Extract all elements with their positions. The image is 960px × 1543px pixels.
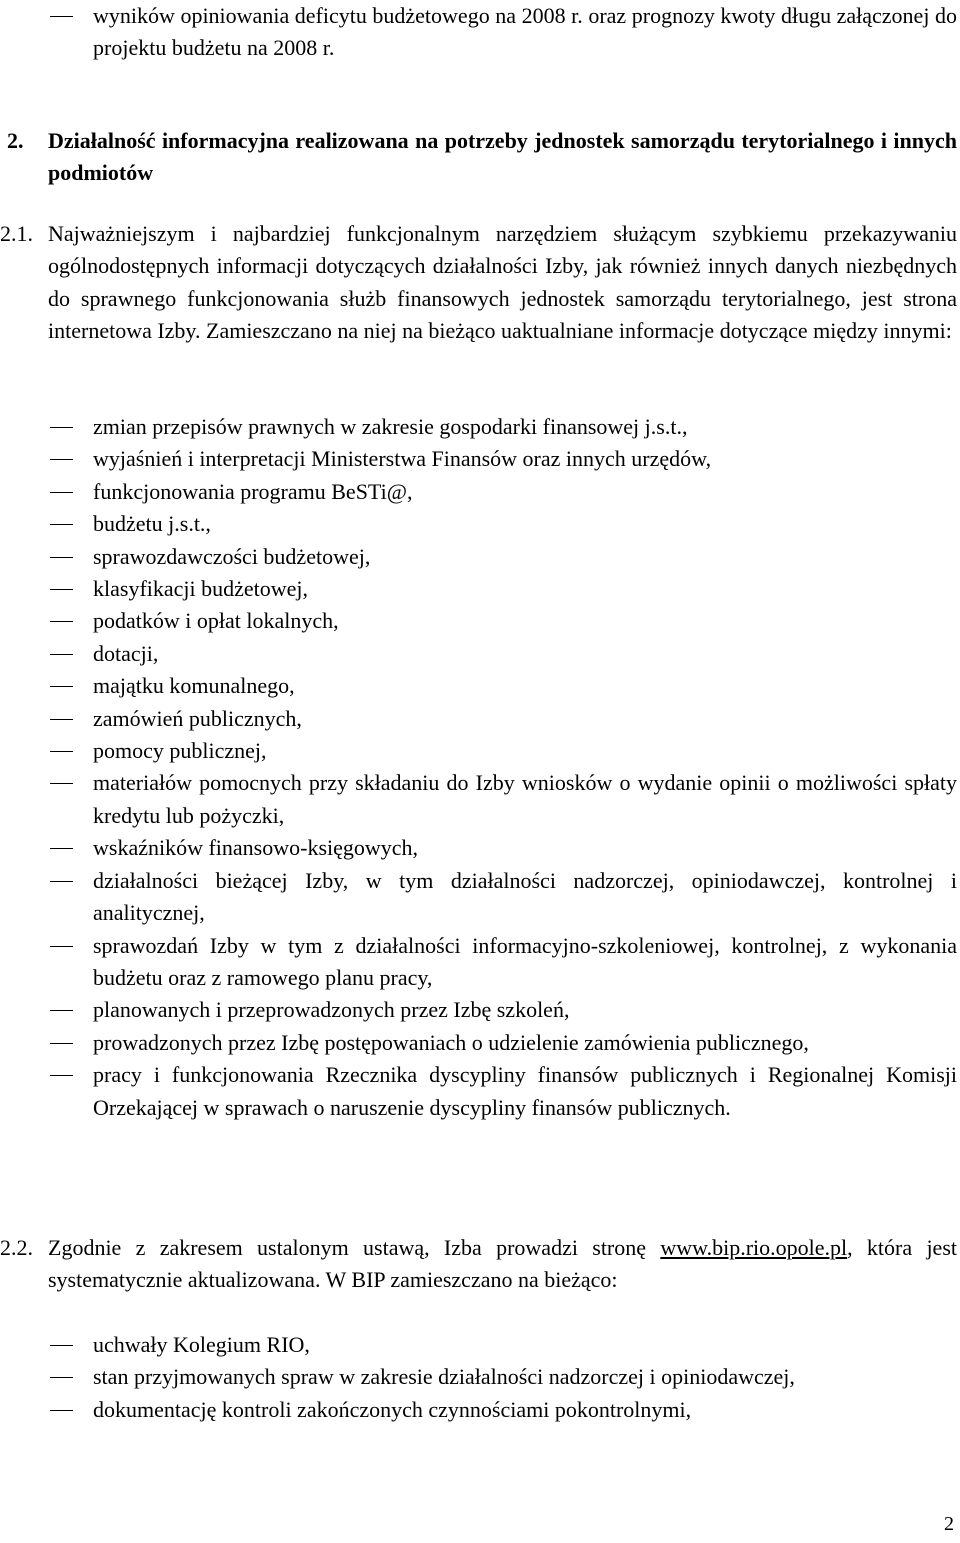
- list-item: planowanych i przeprowadzonych przez Izbę szkoleń,: [0, 994, 957, 1026]
- list-item: sprawozdań Izby w tym z działalności informacyjno-szkoleniowej, kontrolnej, z wykonania budżetu oraz z ramowego planu pracy,: [0, 930, 957, 995]
- paragraph-number: 2.2.: [0, 1235, 33, 1260]
- list-item: funkcjonowania programu BeSTi@,: [0, 476, 957, 508]
- list-item: stan przyjmowanych spraw w zakresie działalności nadzorczej i opiniodawczej,: [0, 1361, 957, 1393]
- paragraph-number: 2.1.: [0, 221, 33, 246]
- paragraph-text: [0, 218, 957, 348]
- list-item: wyników opiniowania deficytu budżetowego na 2008 r. oraz prognozy kwoty długu załączonej do projektu budżetu na 2008 r.: [0, 0, 957, 65]
- list-item: sprawozdawczości budżetowej,: [0, 541, 957, 573]
- paragraph-text: [0, 1232, 957, 1297]
- paragraph-2-1: [0, 218, 957, 348]
- paragraph-body: Najważniejszym i najbardziej funkcjonalnym narzędziem służącym szybkiemu przekazywaniu ogólnodostępnych informacji dotyczących działalności Izby, jak również innych danych niezbędnych do sprawnego funkcjonowania służb finansowych jednostek samorządu terytorialnego, jest strona internetowa Izby. Zamieszczano na niej na bieżąco uaktualniane informacje dotyczące między innymi:: [48, 221, 957, 344]
- list-item: majątku komunalnego,: [0, 670, 957, 702]
- list-item: podatków i opłat lokalnych,: [0, 605, 957, 637]
- list-item: działalności bieżącej Izby, w tym działalności nadzorczej, opiniodawczej, kontrolnej i analitycznej,: [0, 865, 957, 930]
- paragraph-text-after: , która jest systematycznie aktualizowana. W BIP zamieszczano na bieżąco:: [48, 1235, 957, 1293]
- section-title: Działalność informacyjna realizowana na potrzeby jednostek samorządu terytorialnego i innych podmiotów: [48, 128, 957, 186]
- list-2-2: [0, 1329, 960, 1426]
- list-item: dotacji,: [0, 638, 957, 670]
- list-item: wyjaśnień i interpretacji Ministerstwa Finansów oraz innych urzędów,: [0, 443, 957, 475]
- section-heading: [7, 125, 957, 190]
- list-item: dokumentację kontroli zakończonych czynnościami pokontrolnymi,: [0, 1394, 957, 1426]
- list-item: zmian przepisów prawnych w zakresie gospodarki finansowej j.s.t.,: [0, 411, 957, 443]
- list-item: wskaźników finansowo-księgowych,: [0, 832, 957, 864]
- intro-list: [0, 0, 960, 65]
- list-2-1: [0, 411, 960, 1124]
- list-item: uchwały Kolegium RIO,: [0, 1329, 957, 1361]
- list-item: prowadzonych przez Izbę postępowaniach o udzielenie zamówienia publicznego,: [0, 1027, 957, 1059]
- list-item: klasyfikacji budżetowej,: [0, 573, 957, 605]
- list-item: pomocy publicznej,: [0, 735, 957, 767]
- page-number: 2: [944, 1513, 954, 1535]
- bip-link[interactable]: www.bip.rio.opole.pl: [660, 1235, 848, 1260]
- paragraph-text-before: Zgodnie z zakresem ustalonym ustawą, Izba prowadzi stronę: [48, 1235, 661, 1260]
- list-item: zamówień publicznych,: [0, 703, 957, 735]
- section-number: 2.: [7, 128, 24, 153]
- list-item: pracy i funkcjonowania Rzecznika dyscypliny finansów publicznych i Regionalnej Komisji Orzekającej w sprawach o naruszenie dyscypliny finansów publicznych.: [0, 1059, 957, 1124]
- list-item: budżetu j.s.t.,: [0, 508, 957, 540]
- paragraph-2-2: [0, 1232, 957, 1297]
- list-item: materiałów pomocnych przy składaniu do Izby wniosków o wydanie opinii o możliwości spłaty kredytu lub pożyczki,: [0, 767, 957, 832]
